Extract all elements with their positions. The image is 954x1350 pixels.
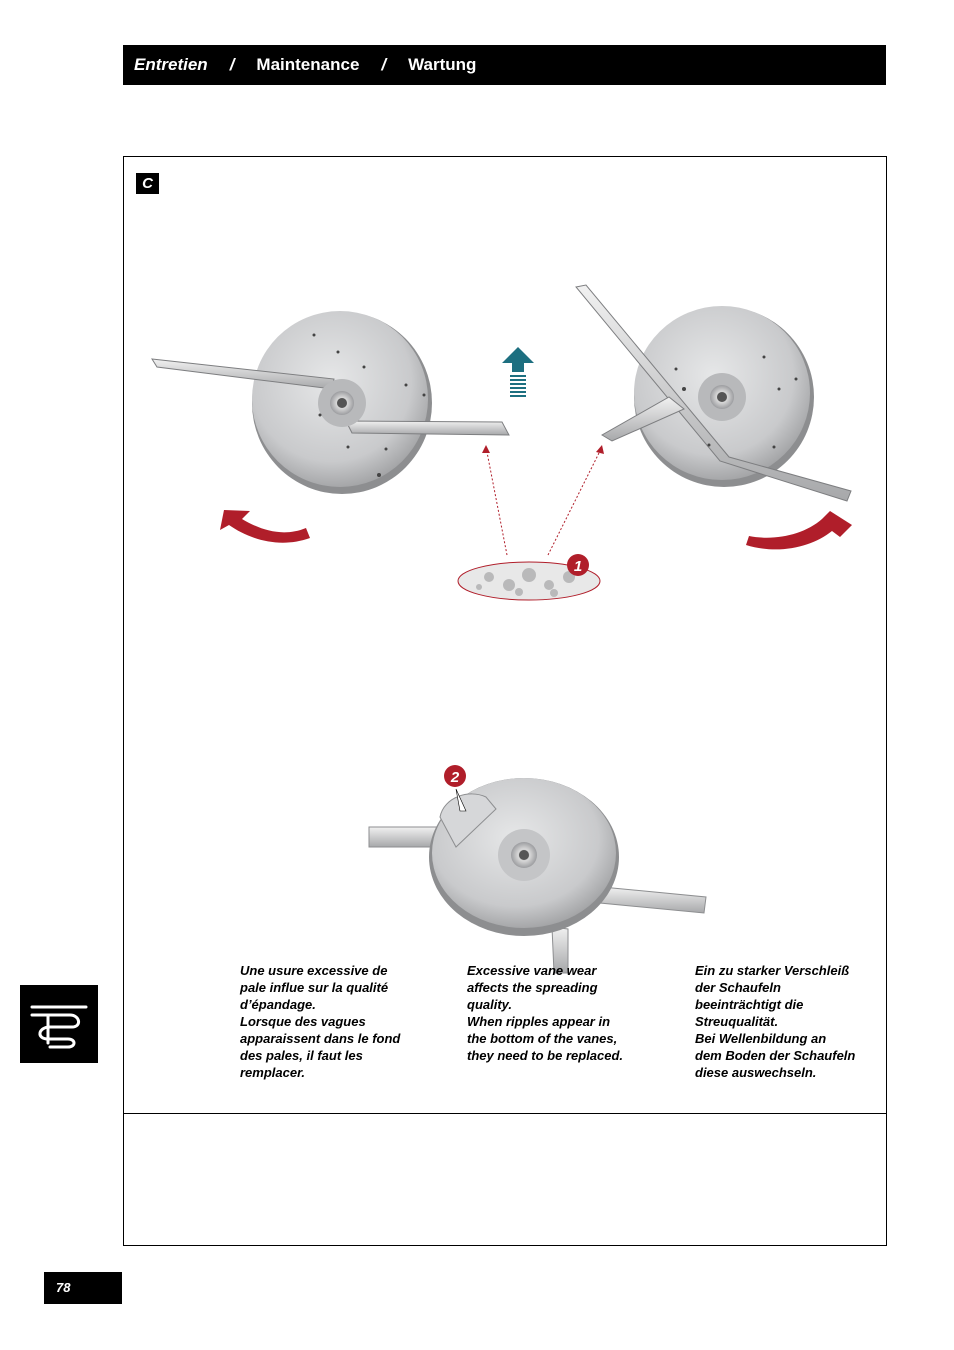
- rotation-arrow-right: [746, 511, 852, 549]
- note-de-line: dem Boden der Schaufeln: [695, 1048, 856, 1063]
- rotation-arrow-left: [220, 510, 310, 543]
- note-de-line: beeinträchtigt die: [695, 997, 804, 1012]
- note-text-en: [467, 962, 657, 1064]
- lift-up-arrow: [502, 347, 534, 397]
- note-en-line: affects the spreading: [467, 980, 598, 995]
- note-en-line: Excessive vane wear: [467, 963, 597, 978]
- note-fr-line: des pales, il faut les: [240, 1048, 363, 1063]
- header-title-de: Wartung: [408, 55, 477, 74]
- note-fr-line: pale influe sur la qualité: [240, 980, 389, 995]
- note-de-line: diese auswechseln.: [695, 1065, 817, 1080]
- header-separator: /: [229, 55, 235, 74]
- note-en-line: quality.: [467, 997, 513, 1012]
- page-number-box: [44, 1272, 122, 1304]
- callout-2-label: 2: [450, 769, 460, 786]
- note-fr-line: Lorsque des vagues: [240, 1014, 366, 1029]
- note-en-line: the bottom of the vanes,: [467, 1031, 618, 1046]
- bottom-spreader-disc: [369, 778, 706, 973]
- figure-label-badge: C: [136, 173, 159, 194]
- figure-frame: [123, 156, 887, 1246]
- note-de-line: Ein zu starker Verschleiß: [695, 963, 850, 978]
- left-spreader-disc: [152, 311, 509, 494]
- page-number: 78: [56, 1280, 71, 1295]
- note-fr-line: Une usure excessive de: [240, 963, 388, 978]
- note-en-line: they need to be replaced.: [467, 1048, 624, 1063]
- note-text-fr: [240, 962, 430, 1081]
- note-de-line: Streuqualität.: [695, 1014, 779, 1029]
- section-header: [123, 45, 886, 85]
- note-fr-line: d’épandage.: [240, 997, 316, 1012]
- note-hand-icon: [20, 985, 98, 1063]
- note-divider: [124, 1113, 886, 1114]
- note-de-line: Bei Wellenbildung an: [695, 1031, 827, 1046]
- callout-1-label: 1: [573, 558, 583, 575]
- right-spreader-disc: [576, 285, 851, 501]
- header-title-en: Maintenance: [256, 55, 360, 74]
- note-de-line: der Schaufeln: [695, 980, 781, 995]
- note-en-line: When ripples appear in: [467, 1014, 611, 1029]
- note-fr-line: remplacer.: [240, 1065, 306, 1080]
- header-title-fr: Entretien: [134, 55, 208, 74]
- header-separator: /: [381, 55, 387, 74]
- note-fr-line: apparaissent dans le fond: [240, 1031, 401, 1046]
- note-text-de: [695, 962, 885, 1081]
